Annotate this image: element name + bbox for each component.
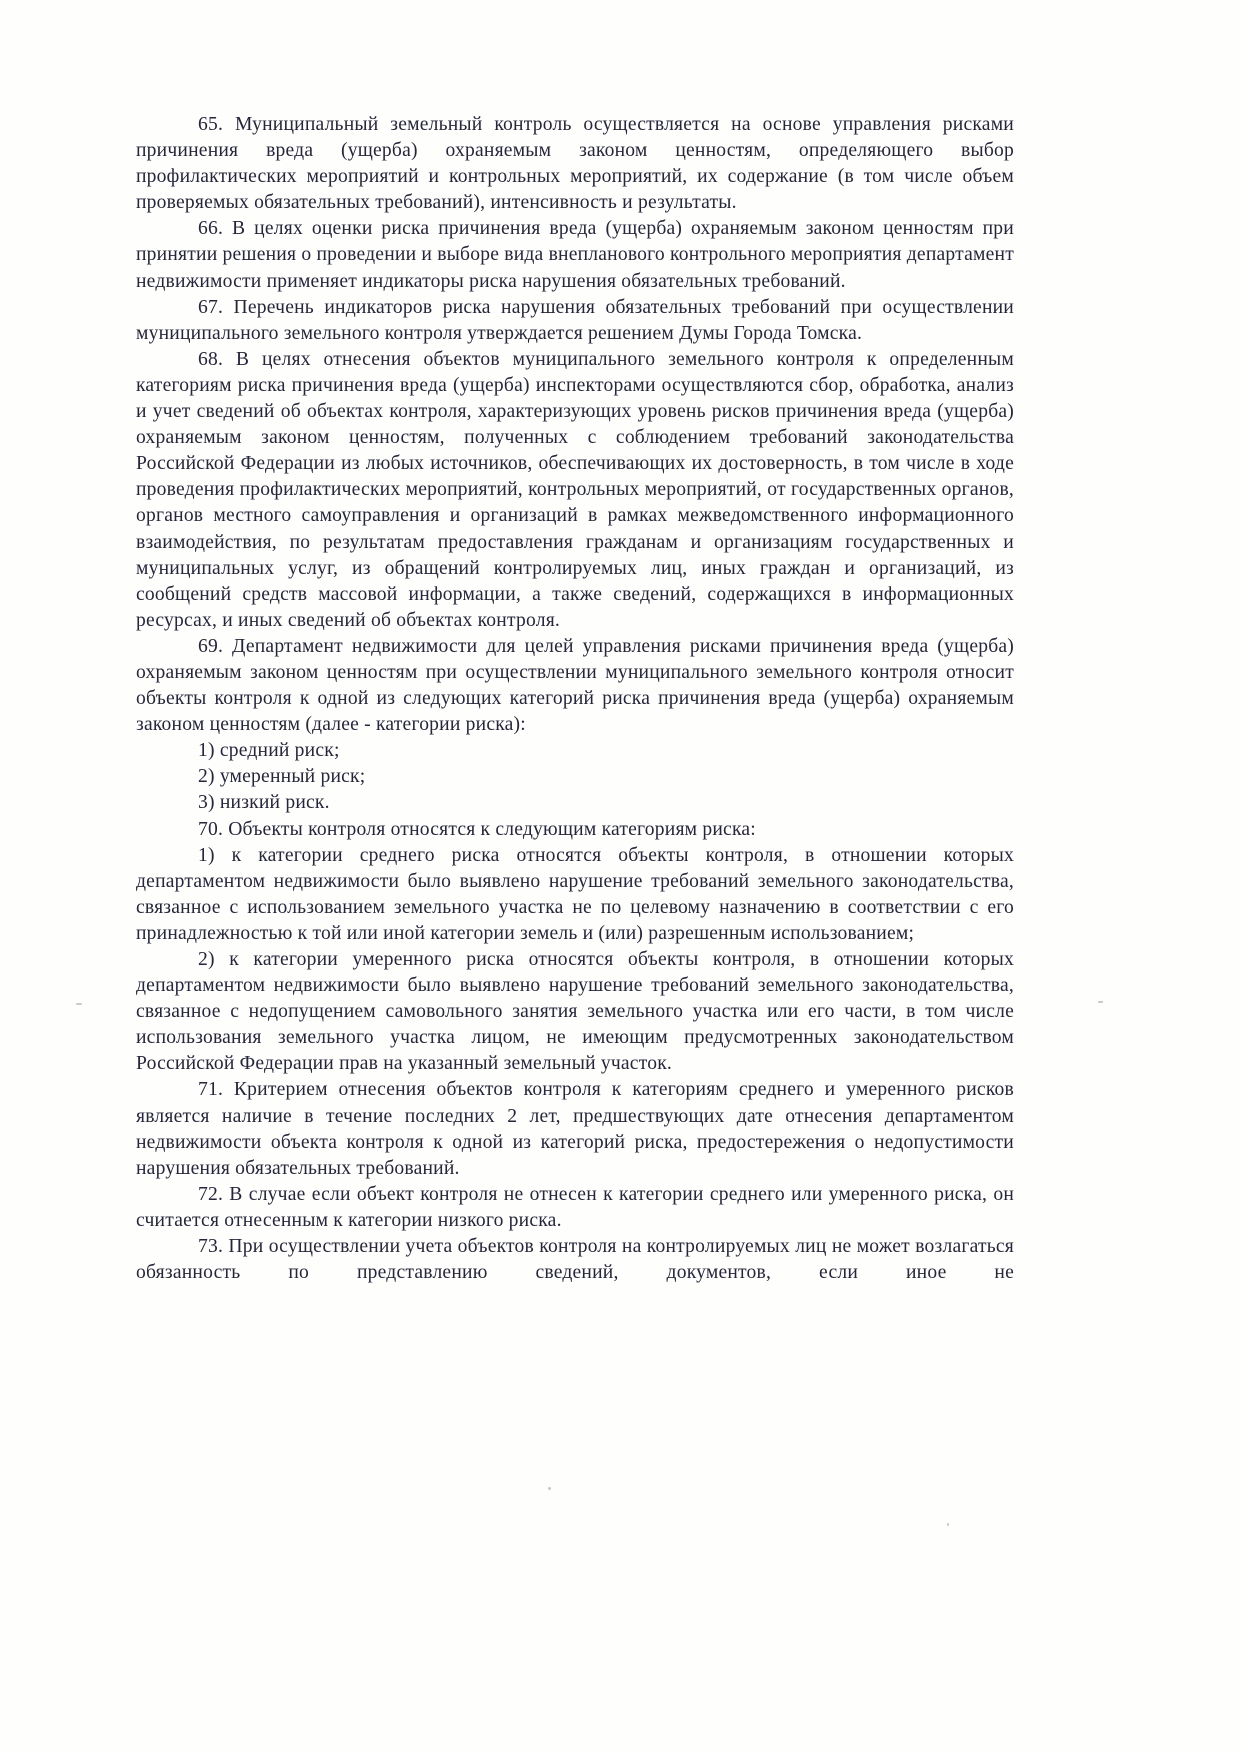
paragraph-66: 66. В целях оценки риска причинения вреда (ущерба) охраняемым законом ценностям при принятии решения о проведении и выборе вида внепланового контрольного мероприятия департамент недвижимости применяет индикаторы риска нарушения обязательных требований.	[136, 218, 1014, 292]
paragraph-70-item-1: 1) к категории среднего риска относятся объекты контроля, в отношении которых департаментом недвижимости было выявлено нарушение требований земельного законодательства, связанное с использованием земельного участка не по целевому назначению в соответствии с его принадлежностью к той или иной категории земель и (или) разрешенным использованием;	[136, 844, 1014, 944]
scan-artifact	[76, 1003, 82, 1005]
list-item-3-nizkiy-risk: 3) низкий риск.	[198, 792, 330, 814]
paragraph-65: 65. Муниципальный земельный контроль осуществляется на основе управления рисками причинения вреда (ущерба) охраняемым законом ценностям, определяющего выбор профилактических мероприятий и контрольных мероприятий, их содержание (в том числе объем проверяемых обязательных требований), интенсивность и результаты.	[136, 114, 1014, 214]
scan-artifact	[548, 1487, 551, 1490]
paragraph-72: 72. В случае если объект контроля не отнесен к категории среднего или умеренного риска, он считается отнесенным к категории низкого риска.	[136, 1183, 1014, 1231]
paragraph-70-item-2: 2) к категории умеренного риска относятся объекты контроля, в отношении которых департаментом недвижимости было выявлено нарушение требований земельного законодательства, связанное с недопущением самовольного занятия земельного участка или его части, в том числе использования земельного участка лицом, не имеющим предусмотренных законодательством Российской Федерации прав на указанный земельный участок.	[136, 949, 1014, 1075]
paragraph-71: 71. Критерием отнесения объектов контроля к категориям среднего и умеренного рисков является наличие в течение последних 2 лет, предшествующих дате отнесения департаментом недвижимости объекта контроля к одной из категорий риска, предостережения о недопустимости нарушения обязательных требований.	[136, 1079, 1014, 1179]
list-item-1-sredniy-risk: 1) средний риск;	[198, 740, 340, 762]
scan-artifact	[947, 1523, 949, 1526]
paragraph-70: 70. Объекты контроля относятся к следующим категориям риска:	[198, 818, 756, 840]
list-item-2-umerenny-risk: 2) умеренный риск;	[198, 766, 366, 788]
document-text-block	[136, 112, 1014, 1286]
paragraph-69: 69. Департамент недвижимости для целей управления рисками причинения вреда (ущерба) охраняемым законом ценностям при осуществлении муниципального земельного контроля относит объекты контроля к одной из следующих категорий риска причинения вреда (ущерба) охраняемым законом ценностям (далее - категории риска):	[136, 635, 1014, 736]
paragraph-67: 67. Перечень индикаторов риска нарушения обязательных требований при осуществлении муниципального земельного контроля утверждается решением Думы Города Томска.	[136, 296, 1014, 344]
paragraph-68: 68. В целях отнесения объектов муниципального земельного контроля к определенным категориям риска причинения вреда (ущерба) инспекторами осуществляются сбор, обработка, анализ и учет сведений об объектах контроля, характеризующих уровень рисков причинения вреда (ущерба) охраняемым законом ценностям, полученных с соблюдением требований законодательства Российской Федерации из любых источников, обеспечивающих их достоверность, в том числе в ходе проведения профилактических мероприятий, контрольных мероприятий, от государственных органов, органов местного самоуправления и организаций в рамках межведомственного информационного взаимодействия, по результатам предоставления гражданам и организациям государственных и муниципальных услуг, из обращений контролируемых лиц, иных граждан и организаций, из сообщений средств массовой информации, а также сведений, содержащихся в информационных ресурсах, и иных сведений об объектах контроля.	[136, 348, 1014, 631]
paragraph-73: 73. При осуществлении учета объектов контроля на контролируемых лиц не может возлагаться обязанность по представлению сведений, документов, если иное не	[136, 1236, 1014, 1284]
scan-artifact	[1098, 1001, 1103, 1003]
